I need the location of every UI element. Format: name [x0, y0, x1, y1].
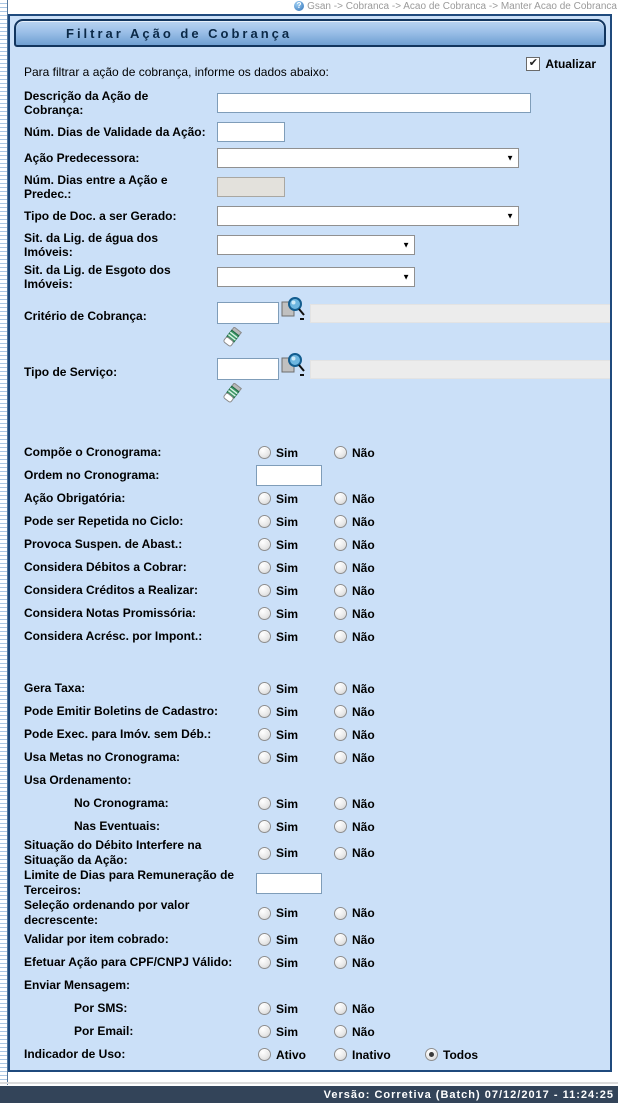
footer-bar [0, 1086, 618, 1103]
radio-usa-metas-no-cronograma-nao[interactable] [334, 751, 410, 765]
radio-option-label: Não [352, 932, 375, 947]
field-label: Pode Emitir Boletins de Cadastro: [24, 704, 219, 718]
radio-considera-creditos-a-realizar-nao[interactable] [334, 584, 410, 598]
tipo-servico-lookup [217, 355, 610, 415]
radio-selecao-ordenando-por-valor-decrescente-sim[interactable] [258, 906, 334, 920]
search-icon[interactable] [280, 296, 306, 322]
field-label: Pode ser Repetida no Ciclo: [24, 514, 184, 528]
page-title: Filtrar Ação de Cobrança [66, 25, 293, 41]
chevron-down-icon: ▼ [402, 240, 410, 250]
radio-option-label: Não [352, 560, 375, 575]
field-label: Usa Ordenamento: [24, 773, 132, 787]
radio-por-email-sim[interactable] [258, 1025, 334, 1039]
field-label: Validar por item cobrado: [24, 932, 169, 946]
radio-icon[interactable] [334, 847, 347, 860]
radio-icon[interactable] [258, 705, 271, 718]
field-label: Sit. da Lig. de Esgoto dos Imóveis: [24, 263, 171, 291]
radio-considera-acresc-por-impont-sim[interactable] [258, 630, 334, 644]
criterio-code-input[interactable] [217, 302, 279, 324]
radio-option-label: Sim [276, 1024, 299, 1039]
radio-option-label: Não [352, 727, 375, 742]
radio-icon[interactable] [258, 515, 271, 528]
atualizar-checkbox[interactable] [526, 57, 596, 71]
field-label: Gera Taxa: [24, 681, 86, 695]
row-pode-ser-repetida-no-ciclo [10, 510, 610, 533]
row-efetuar-acao-para-cpf-cnpj-valido [10, 951, 610, 974]
radio-icon[interactable] [334, 538, 347, 551]
radio-icon[interactable] [334, 1002, 347, 1015]
row-por-sms [10, 997, 610, 1020]
row-indicador-de-uso [10, 1043, 610, 1066]
row-considera-debitos-a-cobrar [10, 556, 610, 579]
criterio-lookup [217, 299, 610, 351]
search-icon[interactable] [280, 352, 306, 378]
radio-icon[interactable] [334, 1048, 347, 1061]
radio-indicador-de-uso-inativo[interactable] [334, 1048, 410, 1062]
field-label: Ação Obrigatória: [24, 491, 126, 505]
radio-gera-taxa-sim[interactable] [258, 682, 334, 696]
radio-icon[interactable] [334, 933, 347, 946]
radio-option-label: Sim [276, 704, 299, 719]
radio-considera-notas-promissoria-sim[interactable] [258, 607, 334, 621]
radio-icon[interactable] [258, 797, 271, 810]
row-usa-ordenamento [10, 769, 610, 792]
radio-option-label: Sim [276, 750, 299, 765]
radio-icon[interactable] [258, 492, 271, 505]
radio-option-label: Não [352, 514, 375, 529]
field-label: Compõe o Cronograma: [24, 445, 162, 459]
row-criterio [10, 299, 610, 351]
field-label: Tipo de Serviço: [24, 365, 118, 379]
radio-icon[interactable] [334, 561, 347, 574]
radio-option-label: Não [352, 1024, 375, 1039]
radio-compoe-o-cronograma-nao[interactable] [334, 446, 410, 460]
input-ordem-no-cronograma[interactable] [256, 465, 322, 486]
radio-option-label: Ativo [276, 1047, 306, 1062]
radio-option-label: Sim [276, 1001, 299, 1016]
radio-indicador-de-uso-todos[interactable] [425, 1048, 478, 1062]
tipo-servico-description-field [310, 360, 612, 379]
radio-situacao-do-debito-interfere-na-situacao-da-acao-nao[interactable] [334, 846, 410, 860]
radio-icon[interactable] [334, 584, 347, 597]
field-label: Pode Exec. para Imóv. sem Déb.: [24, 727, 212, 741]
radio-acao-obrigatoria-nao[interactable] [334, 492, 410, 506]
radio-no-cronograma-nao[interactable] [334, 797, 410, 811]
radio-option-label: Não [352, 819, 375, 834]
field-label: Considera Débitos a Cobrar: [24, 560, 187, 574]
radio-icon[interactable] [258, 956, 271, 969]
chevron-down-icon: ▼ [506, 153, 514, 163]
radio-option-label: Não [352, 846, 375, 860]
breadcrumb [294, 0, 617, 12]
tipo-doc-select[interactable] [217, 206, 519, 226]
radio-icon[interactable] [334, 751, 347, 764]
field-label: Considera Notas Promissória: [24, 606, 197, 620]
row-tipo-servico [10, 355, 610, 415]
row-validar-por-item-cobrado [10, 928, 610, 951]
radio-gera-taxa-nao[interactable] [334, 682, 410, 696]
radio-efetuar-acao-para-cpf-cnpj-valido-nao[interactable] [334, 956, 410, 970]
field-label: Núm. Dias de Validade da Ação: [24, 125, 206, 139]
field-label: Ordem no Cronograma: [24, 468, 160, 482]
criterio-description-field [310, 304, 612, 323]
row-num-dias-validade [10, 121, 610, 143]
field-label: Ação Predecessora: [24, 151, 140, 165]
field-label: Núm. Dias entre a Ação e Predec.: [24, 173, 168, 201]
radio-validar-por-item-cobrado-nao[interactable] [334, 933, 410, 947]
num-dias-validade-input[interactable] [217, 122, 285, 142]
checkbox-icon[interactable]: ✔ [526, 57, 540, 71]
row-considera-acresc-por-impont [10, 625, 610, 648]
radio-icon[interactable] [258, 607, 271, 620]
radio-icon[interactable] [258, 907, 271, 920]
radio-compoe-o-cronograma-sim[interactable] [258, 446, 334, 460]
radio-usa-metas-no-cronograma-sim[interactable] [258, 751, 334, 765]
row-num-dias-entre [10, 173, 610, 201]
radio-icon[interactable] [258, 538, 271, 551]
radio-icon[interactable] [334, 682, 347, 695]
chevron-down-icon: ▼ [506, 211, 514, 221]
radio-pode-exec-para-imov-sem-deb-nao[interactable] [334, 728, 410, 742]
field-label: Considera Créditos a Realizar: [24, 583, 199, 597]
row-acao-obrigatoria [10, 487, 610, 510]
radio-indicador-de-uso-ativo[interactable] [258, 1048, 334, 1062]
row-situacao-do-debito-interfere-na-situacao-da-acao [10, 838, 610, 868]
radio-por-email-nao[interactable] [334, 1025, 410, 1039]
panel-titlebar [14, 19, 606, 47]
radio-option-label: Sim [276, 514, 299, 529]
row-usa-metas-no-cronograma [10, 746, 610, 769]
sit-esgoto-select[interactable] [217, 267, 415, 287]
field-label: Usa Metas no Cronograma: [24, 750, 181, 764]
radio-icon[interactable] [425, 1048, 438, 1061]
help-icon[interactable]: ? [294, 1, 304, 11]
footer-divider [0, 1082, 618, 1084]
row-enviar-mensagem [10, 974, 610, 997]
row-considera-notas-promissoria [10, 602, 610, 625]
radio-option-label: Sim [276, 681, 299, 696]
row-pode-emitir-boletins-de-cadastro [10, 700, 610, 723]
field-label: Efetuar Ação para CPF/CNPJ Válido: [24, 955, 233, 969]
radio-option-label: Sim [276, 445, 299, 460]
acao-predecessora-select[interactable] [217, 148, 519, 168]
radio-icon[interactable] [258, 682, 271, 695]
radio-icon[interactable] [334, 492, 347, 505]
filter-panel [8, 14, 612, 1072]
radio-icon[interactable] [258, 751, 271, 764]
radio-icon[interactable] [334, 1025, 347, 1038]
row-acao-predecessora [10, 147, 610, 169]
radio-option-label: Não [352, 1001, 375, 1016]
radio-option-label: Sim [276, 491, 299, 506]
radio-option-label: Sim [276, 819, 299, 834]
row-considera-creditos-a-realizar [10, 579, 610, 602]
field-label: Por Email: [74, 1024, 134, 1038]
radio-pode-emitir-boletins-de-cadastro-sim[interactable] [258, 705, 334, 719]
radio-icon[interactable] [334, 956, 347, 969]
radio-icon[interactable] [334, 515, 347, 528]
field-label: Situação do Débito Interfere na Situação da Ação: [24, 838, 202, 867]
radio-option-label: Sim [276, 906, 299, 920]
field-label: Tipo de Doc. a ser Gerado: [24, 209, 177, 223]
field-label: Descrição da Ação de Cobrança: [24, 89, 149, 117]
radio-considera-acresc-por-impont-nao[interactable] [334, 630, 410, 644]
intro-text: Para filtrar a ação de cobrança, informe os dados abaixo: [24, 65, 329, 79]
input-limite-de-dias-para-remuneracao-de-terceiros[interactable] [256, 873, 322, 894]
row-descricao [10, 89, 610, 117]
row-compoe-o-cronograma [10, 441, 610, 464]
radio-no-cronograma-sim[interactable] [258, 797, 334, 811]
sit-agua-select[interactable] [217, 235, 415, 255]
radio-icon[interactable] [334, 630, 347, 643]
field-label: Sit. da Lig. de água dos Imóveis: [24, 231, 159, 259]
radio-por-sms-nao[interactable] [334, 1002, 410, 1016]
radio-validar-por-item-cobrado-sim[interactable] [258, 933, 334, 947]
radio-icon[interactable] [258, 933, 271, 946]
radio-option-label: Não [352, 537, 375, 552]
radio-icon[interactable] [258, 630, 271, 643]
radio-selecao-ordenando-por-valor-decrescente-nao[interactable] [334, 906, 410, 920]
tipo-servico-code-input[interactable] [217, 358, 279, 380]
field-label: Provoca Suspen. de Abast.: [24, 537, 183, 551]
radio-provoca-suspen-de-abast-nao[interactable] [334, 538, 410, 552]
radio-efetuar-acao-para-cpf-cnpj-valido-sim[interactable] [258, 956, 334, 970]
row-sit-agua [10, 231, 610, 259]
radio-icon[interactable] [258, 728, 271, 741]
radio-icon[interactable] [334, 607, 347, 620]
radio-option-label: Não [352, 704, 375, 719]
radio-icon[interactable] [334, 907, 347, 920]
radio-icon[interactable] [258, 820, 271, 833]
eraser-icon[interactable] [222, 383, 242, 405]
radio-option-label: Sim [276, 727, 299, 742]
row-provoca-suspen-de-abast [10, 533, 610, 556]
radio-option-label: Sim [276, 846, 299, 860]
radio-option-label: Sim [276, 583, 299, 598]
radio-option-label: Sim [276, 629, 299, 644]
radio-pode-exec-para-imov-sem-deb-sim[interactable] [258, 728, 334, 742]
radio-option-label: Sim [276, 932, 299, 947]
field-label: Nas Eventuais: [74, 819, 161, 833]
row-sit-esgoto [10, 263, 610, 291]
radio-option-label: Todos [443, 1047, 479, 1062]
radio-option-label: Sim [276, 606, 299, 621]
radio-option-label: Inativo [352, 1047, 391, 1062]
descricao-input[interactable] [217, 93, 531, 113]
field-label: Seleção ordenando por valor decrescente: [24, 898, 190, 927]
atualizar-label: Atualizar [545, 57, 596, 71]
field-label: Considera Acrésc. por Impont.: [24, 629, 203, 643]
radio-pode-ser-repetida-no-ciclo-nao[interactable] [334, 515, 410, 529]
row-nas-eventuais [10, 815, 610, 838]
row-tipo-doc [10, 205, 610, 227]
field-label: Critério de Cobrança: [24, 309, 147, 323]
radio-icon[interactable] [334, 446, 347, 459]
radio-icon[interactable] [258, 561, 271, 574]
radio-option-label: Sim [276, 537, 299, 552]
radio-icon[interactable] [258, 584, 271, 597]
radio-option-label: Não [352, 796, 375, 811]
radio-option-label: Sim [276, 796, 299, 811]
radio-nas-eventuais-nao[interactable] [334, 820, 410, 834]
row-pode-exec-para-imov-sem-deb [10, 723, 610, 746]
left-ruled-strip [0, 0, 8, 1085]
radio-option-label: Não [352, 606, 375, 621]
radio-icon[interactable] [334, 705, 347, 718]
radio-icon[interactable] [258, 446, 271, 459]
radio-option-label: Não [352, 629, 375, 644]
field-label: Limite de Dias para Remuneração de Terceiros: [24, 868, 235, 897]
radio-option-label: Não [352, 955, 375, 970]
eraser-icon[interactable] [222, 327, 242, 349]
radio-icon[interactable] [258, 1002, 271, 1015]
num-dias-entre-input [217, 177, 285, 197]
radio-icon[interactable] [334, 728, 347, 741]
radio-pode-emitir-boletins-de-cadastro-nao[interactable] [334, 705, 410, 719]
radio-situacao-do-debito-interfere-na-situacao-da-acao-sim[interactable] [258, 846, 334, 860]
radio-por-sms-sim[interactable] [258, 1002, 334, 1016]
version-text: Versão: Corretiva (Batch) 07/12/2017 - 11:24:25 [323, 1088, 614, 1101]
field-label: No Cronograma: [74, 796, 169, 810]
radio-option-label: Não [352, 491, 375, 506]
radio-icon[interactable] [334, 820, 347, 833]
radio-icon[interactable] [258, 847, 271, 860]
field-label: Por SMS: [74, 1001, 128, 1015]
field-label: Indicador de Uso: [24, 1047, 126, 1061]
radio-icon[interactable] [258, 1025, 271, 1038]
radio-option-label: Não [352, 750, 375, 765]
radio-icon[interactable] [258, 1048, 271, 1061]
radio-considera-creditos-a-realizar-sim[interactable] [258, 584, 334, 598]
row-gera-taxa [10, 677, 610, 700]
radio-rows [10, 441, 610, 1066]
radio-nas-eventuais-sim[interactable] [258, 820, 334, 834]
row-selecao-ordenando-por-valor-decrescente [10, 898, 610, 928]
radio-provoca-suspen-de-abast-sim[interactable] [258, 538, 334, 552]
row-ordem-no-cronograma [10, 464, 610, 487]
breadcrumb-text: Gsan -> Cobranca -> Acao de Cobranca -> Manter Acao de Cobranca [307, 0, 617, 12]
chevron-down-icon: ▼ [402, 272, 410, 282]
radio-icon[interactable] [334, 797, 347, 810]
radio-option-label: Não [352, 445, 375, 460]
radio-option-label: Não [352, 906, 375, 920]
radio-pode-ser-repetida-no-ciclo-sim[interactable] [258, 515, 334, 529]
radio-considera-debitos-a-cobrar-sim[interactable] [258, 561, 334, 575]
row-limite-de-dias-para-remuneracao-de-terceiros [10, 868, 610, 898]
radio-option-label: Sim [276, 560, 299, 575]
radio-option-label: Sim [276, 955, 299, 970]
radio-option-label: Não [352, 681, 375, 696]
radio-acao-obrigatoria-sim[interactable] [258, 492, 334, 506]
radio-considera-debitos-a-cobrar-nao[interactable] [334, 561, 410, 575]
row-por-email [10, 1020, 610, 1043]
radio-considera-notas-promissoria-nao[interactable] [334, 607, 410, 621]
row-no-cronograma [10, 792, 610, 815]
radio-option-label: Não [352, 583, 375, 598]
field-label: Enviar Mensagem: [24, 978, 131, 992]
